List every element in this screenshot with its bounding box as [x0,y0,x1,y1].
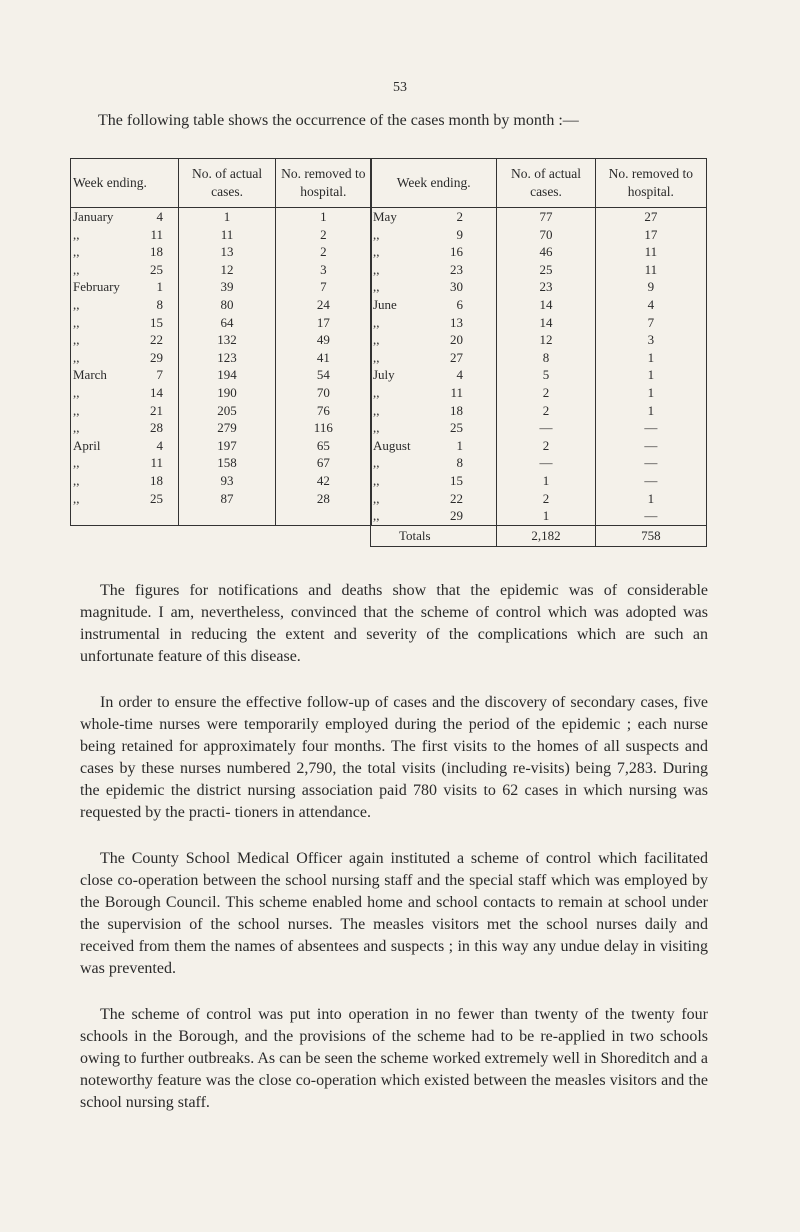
day-label: 25 [150,490,163,506]
removed-cell: 11 [595,243,706,261]
removed-cell: 70 [275,384,371,402]
cases-table-left [70,158,372,526]
table-row-empty [71,507,372,525]
body-text [80,580,708,1138]
actual-cases-cell: 12 [497,331,595,349]
month-label: ,, [373,349,380,365]
week-ending-cell [71,472,179,490]
week-ending-cell [371,384,497,402]
totals-cases: 2,182 [497,525,595,546]
day-label: 2 [456,209,463,224]
removed-cell: 7 [595,314,706,332]
month-label: February [73,279,120,295]
week-ending-cell [71,366,179,384]
month-label: ,, [73,244,80,260]
week-ending-cell [71,208,179,226]
cases-table-right [370,158,707,547]
removed-cell: 1 [275,208,371,226]
removed-cell: 76 [275,402,371,420]
table-row [371,402,707,420]
actual-cases-cell: 158 [179,454,275,472]
table-row [371,278,707,296]
week-ending-cell [371,278,497,296]
removed-cell: 3 [275,261,371,279]
day-label: 4 [456,367,463,383]
removed-cell: 54 [275,366,371,384]
month-label: ,, [373,420,380,436]
week-ending-cell [71,314,179,332]
day-label: 15 [150,314,163,330]
week-ending-cell [371,208,497,226]
removed-cell: 9 [595,278,706,296]
actual-cases-cell: 1 [179,208,275,226]
week-ending-cell [371,331,497,349]
month-label: ,, [73,349,80,365]
day-label: 15 [450,472,463,488]
removed-cell: 65 [275,437,371,455]
day-label: 14 [150,384,163,400]
week-ending-cell [71,261,179,279]
actual-cases-cell: 1 [497,472,595,490]
table-row [371,472,707,490]
day-label: 18 [450,402,463,418]
day-label: 1 [156,279,163,295]
totals-row [371,525,707,546]
header-actual-cases: No. of actual cases. [179,159,275,208]
day-label: 18 [150,472,163,488]
actual-cases-cell: 23 [497,278,595,296]
removed-cell: 42 [275,472,371,490]
actual-cases-cell: 1 [497,507,595,525]
table-row [371,314,707,332]
day-label: 4 [156,437,163,453]
day-label: 22 [150,332,163,348]
week-ending-cell [71,384,179,402]
week-ending-cell [71,349,179,367]
month-label: May [373,209,397,224]
actual-cases-cell: 5 [497,366,595,384]
actual-cases-cell: 2 [497,402,595,420]
actual-cases-cell: 2 [497,384,595,402]
removed-cell: 17 [595,226,706,244]
month-label: March [73,367,107,383]
month-label: ,, [73,420,80,436]
totals-label: Totals [371,525,497,546]
month-label: ,, [373,472,380,488]
day-label: 11 [150,226,163,242]
removed-cell: 17 [275,314,371,332]
month-label: August [373,437,411,453]
actual-cases-cell: 123 [179,349,275,367]
table-row [71,366,372,384]
actual-cases-cell: 190 [179,384,275,402]
week-ending-cell [71,490,179,508]
actual-cases-cell: 194 [179,366,275,384]
removed-cell: — [595,454,706,472]
week-ending-cell [371,507,497,525]
month-label: ,, [73,384,80,400]
week-ending-cell [71,454,179,472]
actual-cases-cell: 14 [497,314,595,332]
removed-cell: 1 [595,366,706,384]
day-label: 30 [450,279,463,295]
removed-cell: 41 [275,349,371,367]
removed-cell: 1 [595,349,706,367]
week-ending-cell [71,296,179,314]
day-label: 6 [456,296,463,312]
month-label: April [73,437,101,453]
table-row [371,419,707,437]
week-ending-cell [71,278,179,296]
month-label: ,, [73,455,80,471]
table-row [71,490,372,508]
month-label: ,, [373,244,380,260]
week-ending-cell [371,261,497,279]
table-row [371,349,707,367]
month-label: ,, [73,472,80,488]
month-label: ,, [373,279,380,295]
month-label: ,, [373,490,380,506]
paragraph: In order to ensure the effective follow-up of cases and the discovery of secondary cases, five whole-time nurses were temporarily employed during the period of the epidemic ; each nurse being retained for approximately four months. The first visits to the homes of all suspects and cases by these nurses numbered 2,790, the total visits (including re-visits) being 7,283. During the epidemic the district nursing association paid 780 visits to 62 cases in which nursing was requested by the practi- tioners in attendance. [80,694,708,821]
month-label: ,, [73,490,80,506]
month-label: January [73,209,114,224]
header-actual-cases: No. of actual cases. [497,159,595,208]
day-label: 1 [456,437,463,453]
removed-cell: 2 [275,226,371,244]
day-label: 27 [450,349,463,365]
header-removed-hospital: No. removed to hospital. [595,159,706,208]
table-intro: The following table shows the occurrence of the cases month by month :— [98,112,579,129]
week-ending-cell [71,331,179,349]
month-label: June [373,296,397,312]
paragraph: The County School Medical Officer again instituted a scheme of control which facilitated close co-operation between the school nursing staff and the special staff which was employed by the Borough Council. This scheme enabled home and school contacts to remain at school under the supervision of the school nurses. The measles visitors met the school nurses daily and received from them the names of absentees and suspects ; in this way any undue delay in visiting was prevented. [80,850,708,977]
paragraph: The figures for notifications and deaths show that the epidemic was of considerable magnitude. I am, nevertheless, convinced that the scheme of control which was adopted was instrumental in reducing the extent and severity of the complications which are such an unfortunate feature of this disease. [80,582,708,665]
table-row [71,296,372,314]
day-label: 25 [150,261,163,277]
removed-cell: 67 [275,454,371,472]
table-row [371,490,707,508]
actual-cases-cell: 2 [497,437,595,455]
actual-cases-cell: 80 [179,296,275,314]
week-ending-cell [371,243,497,261]
actual-cases-cell: 205 [179,402,275,420]
table-row [371,437,707,455]
actual-cases-cell: 197 [179,437,275,455]
table-row [371,208,707,226]
day-label: 13 [450,314,463,330]
month-label: ,, [73,261,80,277]
table-row [371,384,707,402]
week-ending-cell [71,226,179,244]
table-row [371,507,707,525]
week-ending-cell [71,243,179,261]
removed-cell: 116 [275,419,371,437]
table-row [71,402,372,420]
week-ending-cell [371,490,497,508]
month-label: ,, [373,508,380,524]
day-label: 21 [150,402,163,418]
removed-cell: 27 [595,208,706,226]
week-ending-cell [371,366,497,384]
actual-cases-cell: 46 [497,243,595,261]
removed-cell: 7 [275,278,371,296]
removed-cell: 24 [275,296,371,314]
removed-cell: — [595,419,706,437]
week-ending-cell [371,437,497,455]
week-ending-cell [71,437,179,455]
removed-cell: 1 [595,384,706,402]
page-number: 53 [393,80,407,95]
actual-cases-cell: — [497,419,595,437]
actual-cases-cell: 25 [497,261,595,279]
table-row [371,226,707,244]
removed-cell: 4 [595,296,706,314]
month-label: July [373,367,395,383]
actual-cases-cell: 8 [497,349,595,367]
week-ending-cell [71,419,179,437]
day-label: 4 [156,209,163,224]
month-label: ,, [73,314,80,330]
actual-cases-cell: 13 [179,243,275,261]
month-label: ,, [73,332,80,348]
month-label: ,, [373,261,380,277]
removed-cell: 1 [595,490,706,508]
day-label: 22 [450,490,463,506]
table-row [71,472,372,490]
week-ending-cell [371,349,497,367]
day-label: 28 [150,420,163,436]
removed-cell: 2 [275,243,371,261]
actual-cases-cell: 14 [497,296,595,314]
actual-cases-cell: 132 [179,331,275,349]
table-row [71,331,372,349]
table-row [371,331,707,349]
day-label: 29 [150,349,163,365]
day-label: 11 [150,455,163,471]
table-row [71,243,372,261]
month-label: ,, [373,226,380,242]
table-row [71,208,372,226]
week-ending-cell [371,419,497,437]
table-row [71,437,372,455]
actual-cases-cell: 12 [179,261,275,279]
week-ending-cell [371,314,497,332]
month-label: ,, [73,402,80,418]
table-row [71,278,372,296]
day-label: 20 [450,332,463,348]
table-row [71,384,372,402]
actual-cases-cell: 77 [497,208,595,226]
week-ending-cell [371,472,497,490]
header-week-ending: Week ending. [371,159,497,208]
removed-cell: — [595,507,706,525]
week-ending-cell [371,296,497,314]
removed-cell: — [595,472,706,490]
removed-cell: — [595,437,706,455]
day-label: 18 [150,244,163,260]
table-row [371,454,707,472]
paragraph: The scheme of control was put into operation in no fewer than twenty of the twenty four schools in the Borough, and the provisions of the scheme had to be re-applied in two schools owing to further outbreaks. As can be seen the scheme worked extremely well in Shoreditch and a noteworthy feature was the close co-operation which existed between the measles visitors and the school nursing staff. [80,1006,708,1111]
table-row [71,454,372,472]
actual-cases-cell: 87 [179,490,275,508]
header-week-ending: Week ending. [71,159,179,208]
day-label: 7 [156,367,163,383]
table-row [71,314,372,332]
day-label: 25 [450,420,463,436]
header-removed-hospital: No. removed to hospital. [275,159,371,208]
removed-cell: 11 [595,261,706,279]
actual-cases-cell: 2 [497,490,595,508]
actual-cases-cell: 93 [179,472,275,490]
day-label: 29 [450,508,463,524]
day-label: 11 [450,384,463,400]
actual-cases-cell: — [497,454,595,472]
actual-cases-cell: 39 [179,278,275,296]
removed-cell: 3 [595,331,706,349]
actual-cases-cell: 70 [497,226,595,244]
table-row [71,226,372,244]
day-label: 9 [456,226,463,242]
month-label: ,, [373,332,380,348]
day-label: 8 [156,296,163,312]
month-label: ,, [73,226,80,242]
table-row [371,261,707,279]
table-row [371,366,707,384]
table-row [71,419,372,437]
actual-cases-cell: 64 [179,314,275,332]
month-label: ,, [73,296,80,312]
actual-cases-cell: 11 [179,226,275,244]
month-label: ,, [373,402,380,418]
removed-cell: 49 [275,331,371,349]
table-row [371,243,707,261]
table-row [71,261,372,279]
week-ending-cell [371,226,497,244]
removed-cell: 1 [595,402,706,420]
actual-cases-cell: 279 [179,419,275,437]
removed-cell: 28 [275,490,371,508]
totals-removed: 758 [595,525,706,546]
month-label: ,, [373,384,380,400]
table-row [371,296,707,314]
week-ending-cell [71,402,179,420]
day-label: 16 [450,244,463,260]
month-label: ,, [373,455,380,471]
day-label: 23 [450,261,463,277]
day-label: 8 [456,455,463,471]
week-ending-cell [371,454,497,472]
week-ending-cell [371,402,497,420]
table-row [71,349,372,367]
month-label: ,, [373,314,380,330]
